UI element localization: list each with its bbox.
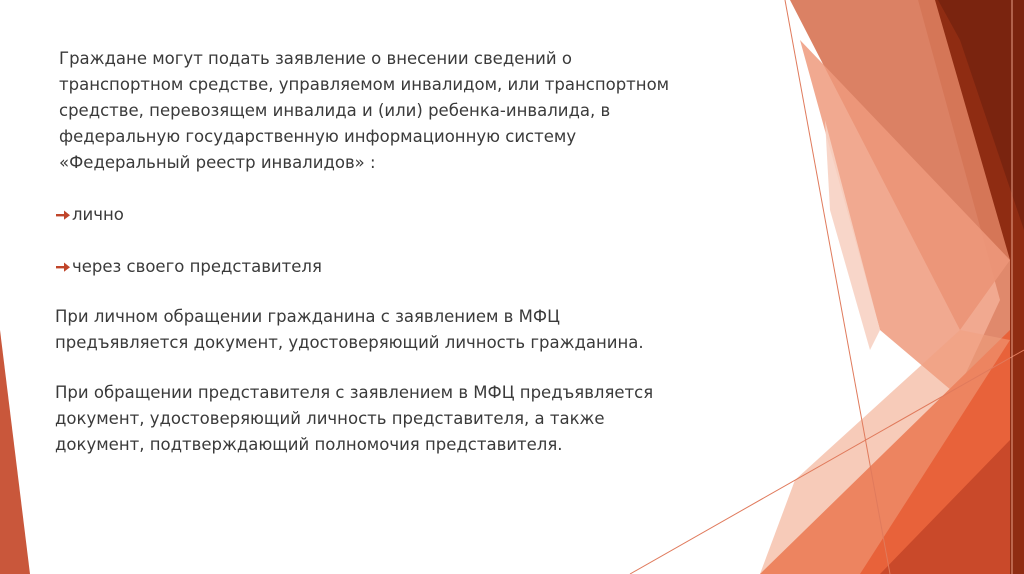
intro-line: «Федеральный реестр инвалидов» :: [59, 153, 376, 172]
paragraph-line: предъявляется документ, удостоверяющий личность гражданина.: [55, 333, 644, 352]
arrow-right-icon: [55, 261, 71, 273]
intro-line: средстве, перевозящем инвалида и (или) ребенка-инвалида, в: [59, 101, 611, 120]
paragraph-line: При обращении представителя с заявлением в МФЦ предъявляется: [55, 383, 654, 402]
representative-appeal-paragraph: [55, 380, 775, 458]
bullet-item-representative: [55, 254, 775, 280]
bullet-text: через своего представителя: [72, 257, 322, 276]
paragraph-line: При личном обращении гражданина с заявлением в МФЦ: [55, 307, 560, 326]
intro-line: федеральную государственную информационную систему: [59, 127, 577, 146]
personal-appeal-paragraph: [55, 304, 775, 356]
arrow-right-icon: [55, 209, 71, 221]
paragraph-line: документ, удостоверяющий личность представителя, а также: [55, 409, 605, 428]
paragraph-line: документ, подтверждающий полномочия представителя.: [55, 435, 563, 454]
intro-line: Граждане могут подать заявление о внесении сведений о: [59, 49, 572, 68]
bullet-text: лично: [72, 205, 124, 224]
intro-line: транспортном средстве, управляемом инвалидом, или транспортном: [59, 75, 670, 94]
bullet-item-personal: [55, 202, 775, 228]
slide-body: [55, 46, 775, 458]
left-edge-shape: [0, 330, 30, 574]
intro-paragraph: [55, 46, 775, 176]
